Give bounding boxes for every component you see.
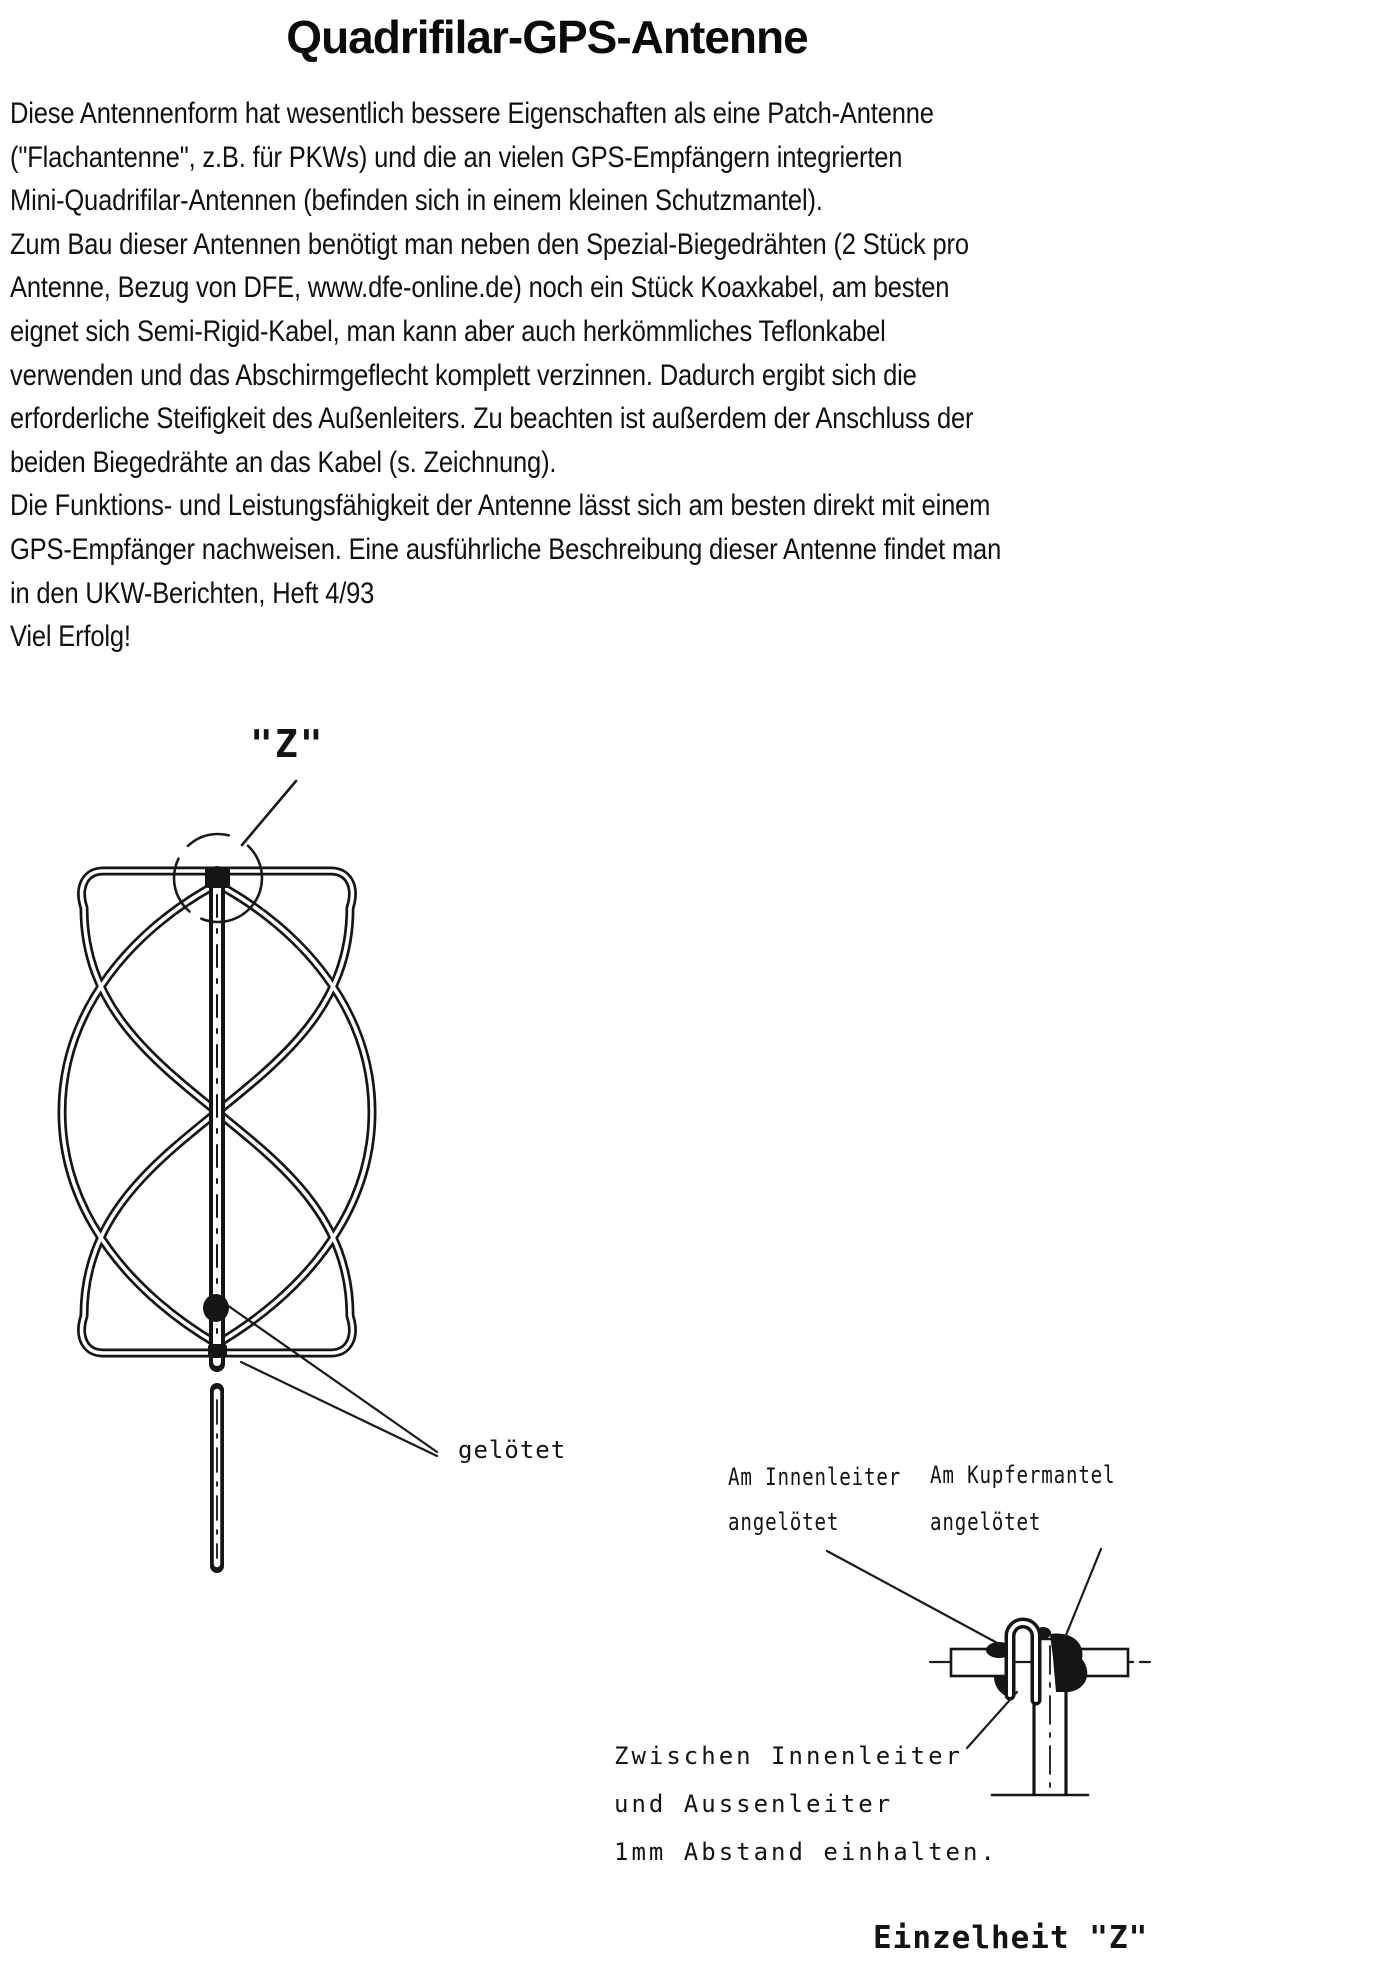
detail-solder — [986, 1627, 1087, 1699]
copper-shield-label: Am Kupfermantel — [930, 1461, 1116, 1489]
bend-wire-right — [1056, 1649, 1128, 1676]
body-line: Mini-Quadrifilar-Antennen (befinden sich in einem kleinen Schutzmantel). — [10, 184, 823, 218]
bend-wire-left — [951, 1649, 1009, 1676]
spacing-note-line: Zwischen Innenleiter — [614, 1742, 963, 1770]
inner-conductor-loop — [1010, 1623, 1036, 1700]
solder-label: gelötet — [458, 1436, 567, 1464]
detail-caption: Einzelheit "Z" — [873, 1920, 1149, 1956]
spacing-note-line: und Aussenleiter — [614, 1790, 894, 1818]
body-line: erforderliche Steifigkeit des Außenleiters. Zu beachten ist außerdem der Anschluss der — [10, 402, 974, 436]
spacing-note-line: 1mm Abstand einhalten. — [614, 1838, 998, 1866]
detail-marker-circle — [174, 834, 262, 922]
solder-joints — [203, 867, 230, 1358]
body-line: beiden Biegedrähte an das Kabel (s. Zeichnung). — [10, 445, 557, 479]
body-line: in den UKW-Berichten, Heft 4/93 — [10, 576, 375, 610]
antenna-figure — [62, 781, 437, 1566]
detail-coax — [1034, 1638, 1066, 1795]
body-line: ("Flachantenne", z.B. für PKWs) und die an vielen GPS-Empfängern integrierten — [10, 140, 903, 174]
body-line: eignet sich Semi-Rigid-Kabel, man kann aber auch herkömmliches Teflonkabel — [10, 314, 886, 348]
body-line: Antenne, Bezug von DFE, www.dfe-online.de) noch ein Stück Koaxkabel, am besten — [10, 271, 950, 305]
body-line: GPS-Empfänger nachweisen. Eine ausführliche Beschreibung dieser Antenne findet man — [10, 532, 1002, 566]
inner-conductor-label: Am Innenleiter — [728, 1463, 902, 1491]
detail-marker-label: "Z" — [250, 722, 325, 766]
inner-conductor-label: angelötet — [728, 1508, 840, 1536]
detail-label-leaders — [827, 1549, 1101, 1748]
copper-shield-label: angelötet — [930, 1508, 1042, 1536]
solder-label-leaders — [227, 1305, 437, 1456]
page-title: Quadrifilar-GPS-Antenne — [286, 11, 808, 63]
body-line: verwenden und das Abschirmgeflecht komplett verzinnen. Dadurch ergibt sich die — [10, 358, 917, 392]
body-line: Zum Bau dieser Antennen benötigt man neben den Spezial-Biegedrähten (2 Stück pro — [10, 227, 969, 261]
body-line: Viel Erfolg! — [10, 620, 131, 654]
body-text — [10, 92, 1107, 659]
body-line: Die Funktions- und Leistungsfähigkeit der Antenne lässt sich am besten direkt mit einem — [10, 489, 991, 523]
body-line: Diese Antennenform hat wesentlich bessere Eigenschaften als eine Patch-Antenne — [10, 97, 934, 130]
detail-marker-leader — [242, 781, 296, 845]
coax-mast — [204, 874, 230, 1566]
